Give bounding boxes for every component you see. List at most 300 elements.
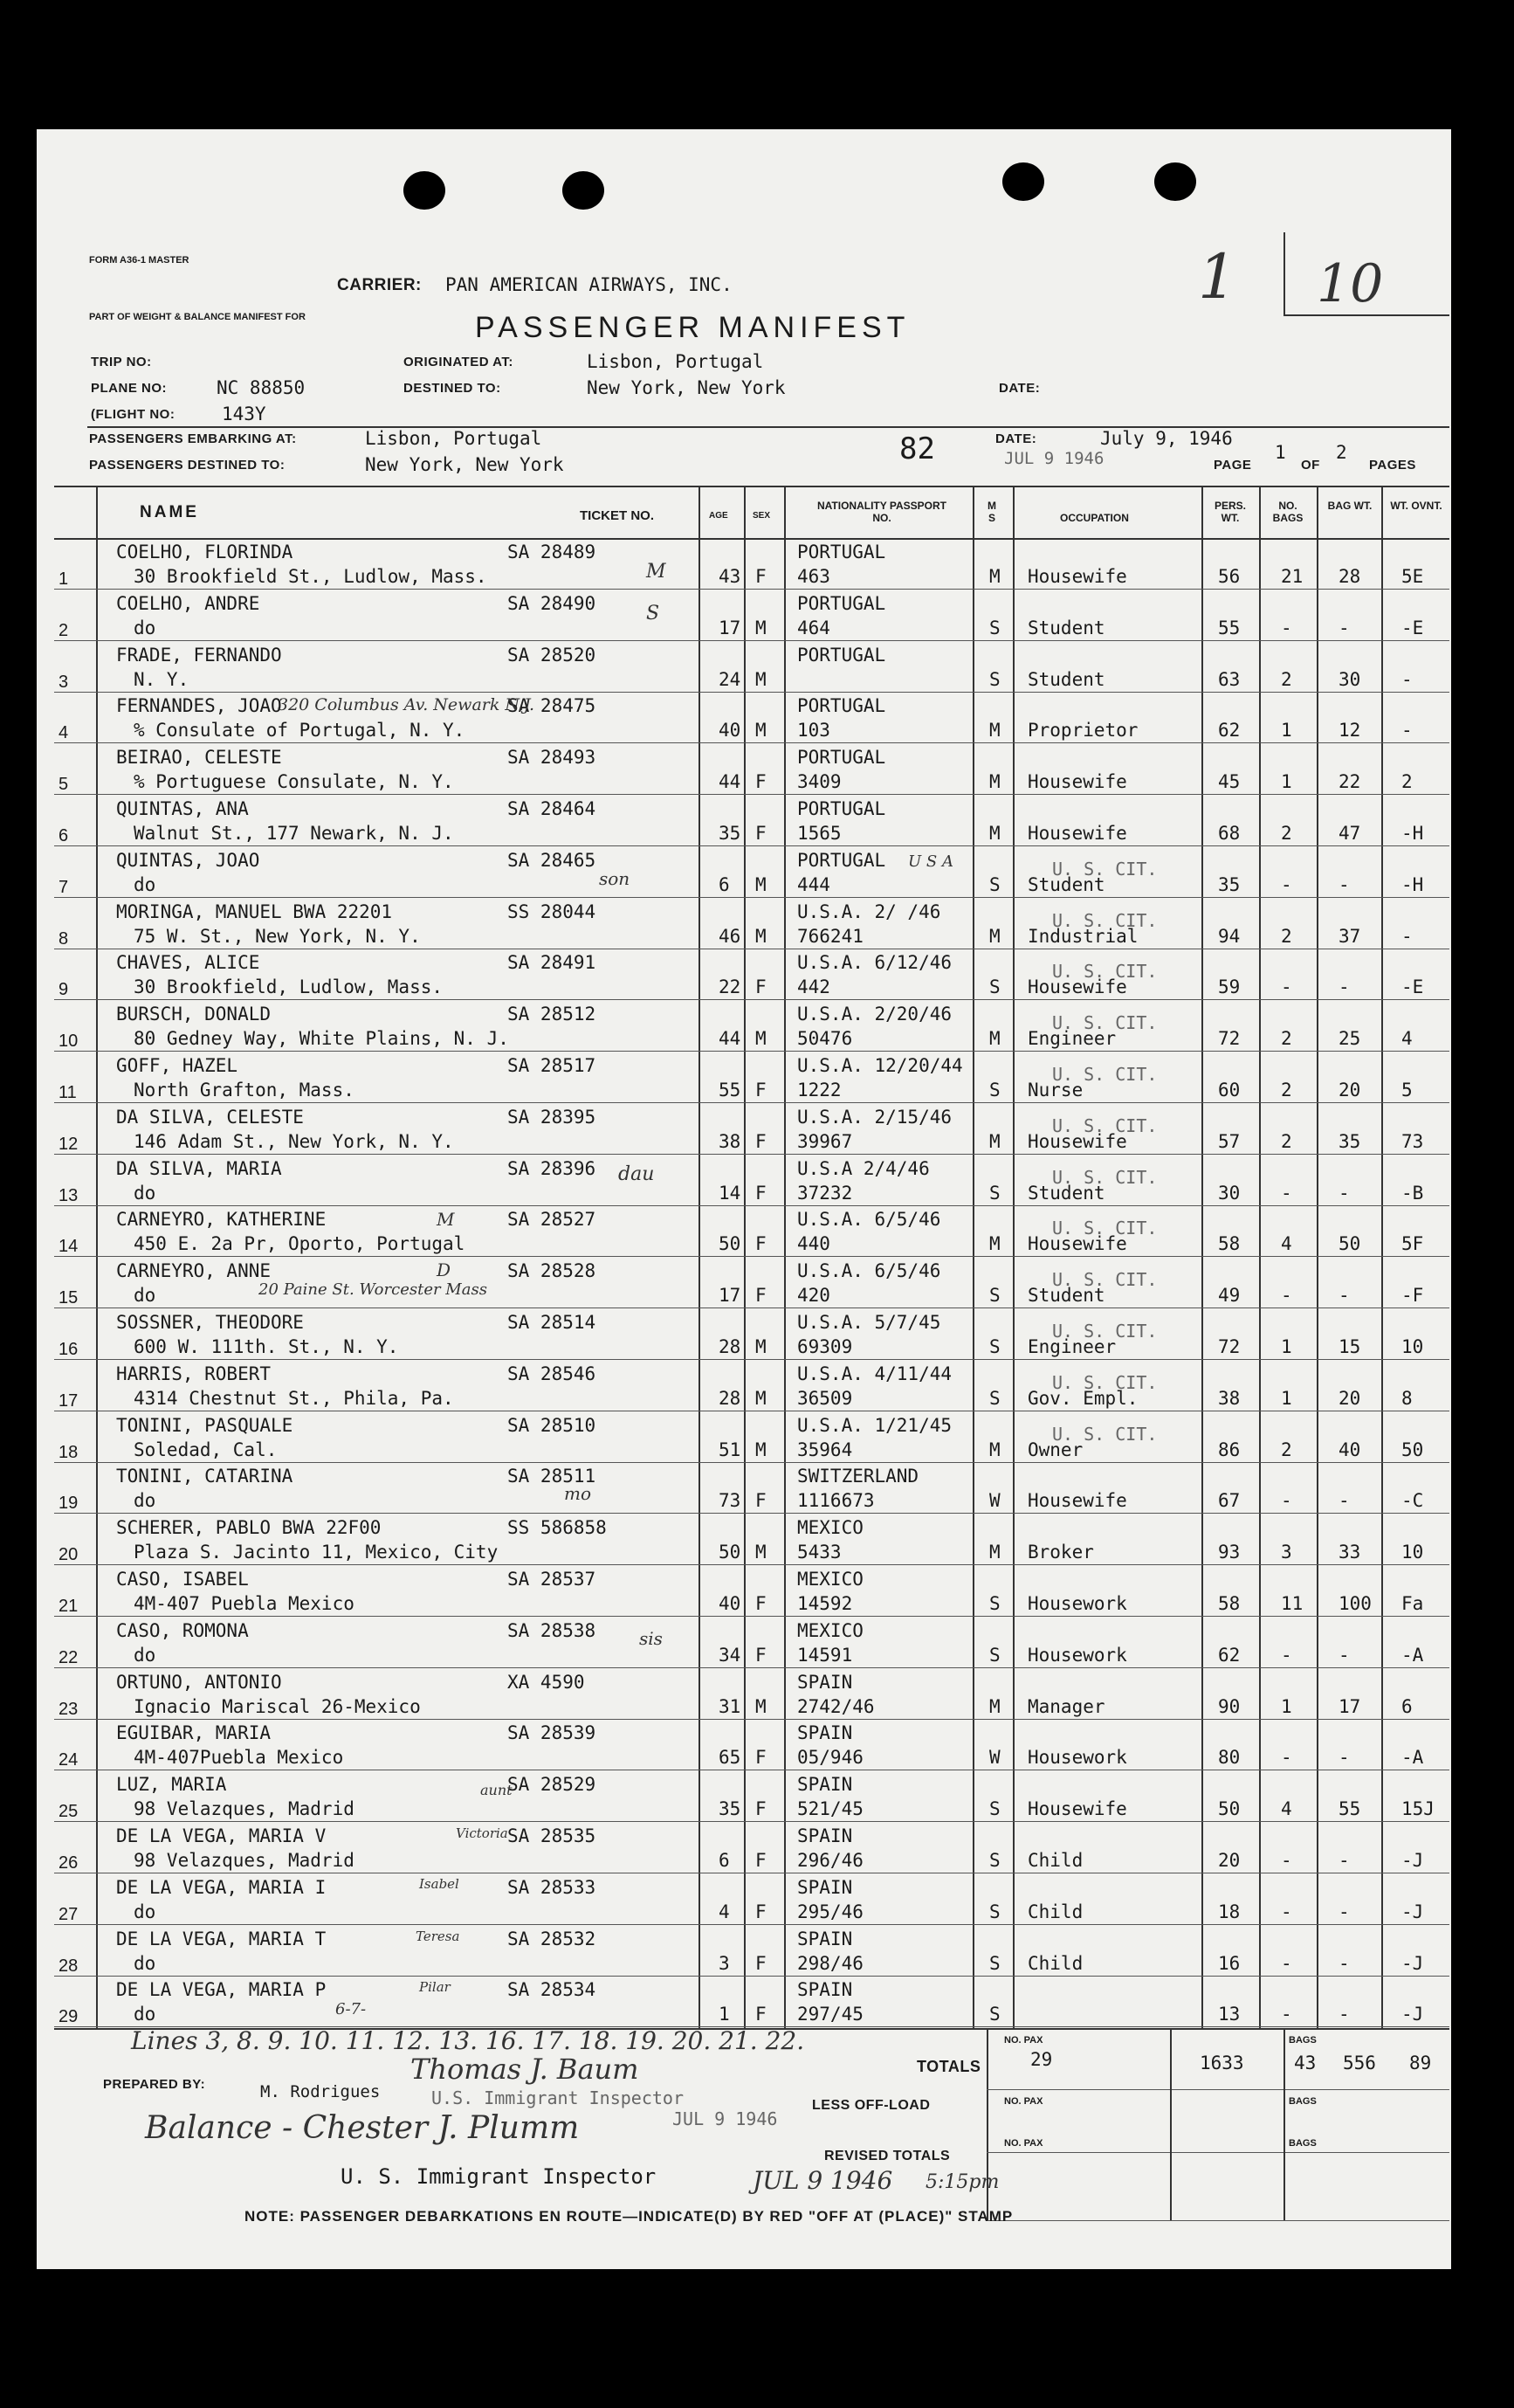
bag-weight: -	[1339, 1747, 1350, 1769]
age: 34	[719, 1644, 741, 1666]
nationality: SPAIN	[797, 1825, 853, 1846]
table-row	[58, 1565, 1445, 1617]
personal-weight: 16	[1218, 1952, 1241, 1974]
passport-number: 297/45	[797, 2004, 864, 2025]
passport-number: 1116673	[797, 1490, 875, 1512]
passport-number: 37232	[797, 1182, 853, 1204]
passenger-name: COELHO, FLORINDA	[116, 542, 293, 562]
originated-value: Lisbon, Portugal	[587, 351, 764, 372]
occupation: Manager	[1028, 1695, 1105, 1717]
passenger-name: DE LA VEGA, MARIA P	[116, 1979, 327, 2001]
passenger-name: DE LA VEGA, MARIA I	[116, 1876, 327, 1898]
line-number: 25	[58, 1802, 79, 1822]
bag-count: 4	[1281, 1798, 1292, 1820]
ticket-number: SA 28514	[507, 1312, 596, 1333]
passport-number: 05/946	[797, 1747, 864, 1769]
inspector-stamp-date: JUL 9 1946	[672, 2108, 778, 2129]
passenger-address: 4M-407 Puebla Mexico	[134, 1593, 354, 1614]
table-row	[58, 1155, 1445, 1206]
inspection-date: JUL 9 1946	[753, 2166, 893, 2195]
personal-weight: 60	[1218, 1080, 1241, 1101]
passenger-name: DE LA VEGA, MARIA T	[116, 1928, 327, 1949]
overnight-weight: -J	[1401, 1901, 1424, 1922]
marital-status: S	[989, 2004, 1001, 2025]
line-number: 26	[58, 1853, 79, 1873]
marital-status: M	[989, 1130, 1001, 1152]
table-row	[58, 1617, 1445, 1668]
occupation: Student	[1028, 617, 1105, 638]
age: 65	[719, 1747, 741, 1769]
sex: F	[755, 1850, 767, 1871]
line-number: 28	[58, 1956, 79, 1976]
line-number: 14	[58, 1237, 79, 1257]
passenger-name: FERNANDES, JOAO	[116, 695, 282, 717]
citizen-stamp: U. S. CIT.	[1052, 858, 1158, 880]
age: 44	[719, 1028, 741, 1050]
marital-status: M	[989, 1542, 1001, 1563]
overnight-weight: 6	[1401, 1695, 1413, 1717]
table-row	[58, 1925, 1445, 1977]
line-number: 8	[58, 928, 69, 949]
personal-weight: 90	[1218, 1695, 1241, 1717]
nationality: SPAIN	[797, 1774, 853, 1796]
passenger-address: do	[134, 1285, 156, 1307]
bag-count: 2	[1281, 823, 1292, 844]
line-number: 27	[58, 1904, 79, 1924]
marital-status: M	[989, 1439, 1001, 1460]
bag-count: 2	[1281, 1028, 1292, 1050]
nationality: MEXICO	[797, 1517, 864, 1539]
annotation-r22: sis	[639, 1628, 663, 1649]
marital-status: S	[989, 1387, 1001, 1409]
marital-status: S	[989, 1336, 1001, 1357]
annotation-r13: dau	[618, 1163, 655, 1185]
annotation-r27: Isabel	[419, 1876, 459, 1892]
ticket-number: SS 586858	[507, 1517, 607, 1539]
annotation-r4: 320 Columbus Av. Newark N.J.	[278, 695, 535, 714]
table-row	[58, 1976, 1445, 2027]
line-number: 7	[58, 877, 69, 897]
annotation-r1: M	[646, 561, 666, 583]
citizen-stamp: U. S. CIT.	[1052, 1166, 1158, 1188]
citizen-stamp: U. S. CIT.	[1052, 909, 1158, 931]
overnight-weight: -H	[1401, 823, 1424, 844]
passport-number: 5433	[797, 1542, 842, 1563]
occupation: Child	[1028, 1850, 1084, 1871]
passport-number: 296/46	[797, 1850, 864, 1871]
personal-weight: 18	[1218, 1901, 1241, 1922]
passenger-name: BURSCH, DONALD	[116, 1004, 272, 1025]
passport-number: 463	[797, 566, 830, 587]
overnight-weight: -J	[1401, 1850, 1424, 1871]
col-header-sex: SEX	[753, 511, 771, 521]
col-header-ovnt: WT. OVNT.	[1390, 500, 1442, 512]
col-header-ms: M S	[988, 500, 996, 524]
personal-weight: 50	[1218, 1798, 1241, 1820]
ticket-number: SA 28464	[507, 798, 596, 819]
bag-weight: 20	[1339, 1080, 1361, 1101]
sex: F	[755, 1901, 767, 1922]
passenger-name: SOSSNER, THEODORE	[116, 1312, 304, 1333]
ticket-number: SA 28491	[507, 952, 596, 974]
punch-hole	[562, 171, 604, 210]
passport-number: 298/46	[797, 1952, 864, 1974]
passenger-name: DA SILVA, MARIA	[116, 1157, 282, 1179]
nationality: U.S.A. 12/20/44	[797, 1055, 963, 1076]
sex: M	[755, 873, 767, 895]
flight-number: 143Y	[222, 404, 266, 424]
occupation: Housewife	[1028, 1490, 1127, 1512]
embarking-value: Lisbon, Portugal	[365, 428, 542, 449]
marital-status: W	[989, 1490, 1001, 1512]
age: 17	[719, 617, 741, 638]
bag-weight: 28	[1339, 566, 1361, 587]
citizen-stamp: U. S. CIT.	[1052, 1269, 1158, 1291]
nationality: MEXICO	[797, 1619, 864, 1641]
off-load-label: LESS OFF-LOAD	[812, 2098, 931, 2113]
occupation: Broker	[1028, 1542, 1094, 1563]
col-header-ticket: TICKET NO.	[580, 508, 654, 523]
balance-note: Balance - Chester J. Plumm	[145, 2110, 580, 2146]
sex: M	[755, 1695, 767, 1717]
overnight-weight: 4	[1401, 1028, 1413, 1050]
passenger-address: 600 W. 111th. St., N. Y.	[134, 1336, 399, 1357]
passenger-count: 82	[899, 431, 935, 466]
table-row	[58, 1462, 1445, 1514]
inspection-time: 5:15pm	[926, 2171, 1000, 2193]
occupation: Nurse	[1028, 1080, 1084, 1101]
line-number: 5	[58, 775, 69, 795]
bag-count: 11	[1281, 1593, 1304, 1614]
overnight-weight: 15J	[1401, 1798, 1435, 1820]
passport-number: 14591	[797, 1644, 853, 1666]
passenger-address: % Portuguese Consulate, N. Y.	[134, 771, 454, 793]
bag-weight: 40	[1339, 1439, 1361, 1460]
bag-count: -	[1281, 1182, 1292, 1204]
overnight-weight: 8	[1401, 1387, 1413, 1409]
ticket-number: SA 28532	[507, 1928, 596, 1949]
occupation: Housewife	[1028, 976, 1127, 998]
npax-label: NO. PAX	[1004, 2035, 1043, 2046]
personal-weight: 57	[1218, 1130, 1241, 1152]
nationality: U.S.A. 6/5/46	[797, 1209, 941, 1231]
nationality: PORTUGAL	[797, 542, 886, 562]
col-header-age: AGE	[709, 511, 728, 521]
nationality: SPAIN	[797, 1979, 853, 2001]
passenger-address: 450 E. 2a Pr, Oporto, Portugal	[134, 1233, 465, 1255]
marital-status: S	[989, 668, 1001, 690]
date-label: DATE:	[999, 381, 1041, 396]
bag-count: 2	[1281, 1130, 1292, 1152]
ticket-number: SA 28538	[507, 1619, 596, 1641]
passenger-name: COELHO, ANDRE	[116, 592, 260, 614]
marital-status: S	[989, 1080, 1001, 1101]
ticket-number: SA 28520	[507, 644, 596, 666]
line-number: 22	[58, 1647, 79, 1667]
inspector-signature: Thomas J. Baum	[410, 2053, 639, 2086]
table-row	[58, 1668, 1445, 1720]
age: 22	[719, 976, 741, 998]
personal-weight: 62	[1218, 1644, 1241, 1666]
overnight-weight: -B	[1401, 1182, 1424, 1204]
age: 4	[719, 1901, 730, 1922]
citizen-stamp: U. S. CIT.	[1052, 1423, 1158, 1445]
passenger-address: North Grafton, Mass.	[134, 1080, 354, 1101]
bag-weight: -	[1339, 1182, 1350, 1204]
table-row	[58, 1514, 1445, 1565]
sex: M	[755, 1336, 767, 1357]
ticket-number: SA 28546	[507, 1363, 596, 1384]
marital-status: S	[989, 1850, 1001, 1871]
line-number: 19	[58, 1494, 79, 1514]
occupation: Student	[1028, 873, 1105, 895]
sex: F	[755, 1593, 767, 1614]
passenger-address: do	[134, 1490, 156, 1512]
pdest-value: New York, New York	[365, 454, 564, 475]
bag-weight: 47	[1339, 823, 1361, 844]
line-number: 24	[58, 1750, 79, 1770]
personal-weight: 67	[1218, 1490, 1241, 1512]
nationality: SPAIN	[797, 1876, 853, 1898]
marital-status: M	[989, 1695, 1001, 1717]
overnight-weight: -H	[1401, 873, 1424, 895]
ovnt-total: 89	[1409, 2053, 1432, 2073]
nationality: PORTUGAL	[797, 849, 886, 871]
passenger-name: TONINI, PASQUALE	[116, 1414, 293, 1436]
age: 40	[719, 1593, 741, 1614]
totals-col	[1283, 2028, 1285, 2220]
occupation: Housewife	[1028, 771, 1127, 793]
nationality: U.S.A. 4/11/44	[797, 1363, 953, 1384]
line-number: 13	[58, 1185, 79, 1205]
pages-label: PAGES	[1369, 458, 1416, 473]
plane-number: NC 88850	[217, 377, 306, 398]
carrier-name: PAN AMERICAN AIRWAYS, INC.	[445, 274, 733, 295]
bags-label: BAGS	[1289, 2035, 1317, 2046]
passenger-name: EGUIBAR, MARIA	[116, 1722, 272, 1744]
overnight-weight: -E	[1401, 976, 1424, 998]
nationality: U.S.A. 6/5/46	[797, 1260, 941, 1282]
passport-number: 1565	[797, 823, 842, 844]
prepared-label: PREPARED BY:	[103, 2077, 206, 2092]
citizen-stamp: U. S. CIT.	[1052, 961, 1158, 983]
passport-number: 39967	[797, 1130, 853, 1152]
passenger-address: 98 Velazques, Madrid	[134, 1850, 354, 1871]
passenger-name: QUINTAS, JOAO	[116, 849, 260, 871]
npax-label-2: NO. PAX	[1004, 2096, 1043, 2107]
plane-label: PLANE NO:	[91, 381, 167, 396]
bag-count: 1	[1281, 1336, 1292, 1357]
overnight-weight: 73	[1401, 1130, 1424, 1152]
occupation: Child	[1028, 1901, 1084, 1922]
lines-note: Lines 3, 8. 9. 10. 11. 12. 13. 16. 17. 18. 19. 20. 21. 22.	[131, 2026, 805, 2055]
nationality: U.S.A. 1/21/45	[797, 1414, 953, 1436]
age: 6	[719, 873, 730, 895]
personal-weight: 63	[1218, 668, 1241, 690]
marital-status: W	[989, 1747, 1001, 1769]
line-number: 16	[58, 1340, 79, 1359]
passenger-name: HARRIS, ROBERT	[116, 1363, 272, 1384]
table-row	[58, 538, 1445, 590]
occupation: Student	[1028, 1182, 1105, 1204]
line-number: 15	[58, 1288, 79, 1308]
annotation-r26: Victoria	[456, 1825, 508, 1841]
annotation-r28: Teresa	[416, 1928, 460, 1944]
age: 50	[719, 1542, 741, 1563]
ticket-number: SA 28512	[507, 1004, 596, 1025]
bag-count: 1	[1281, 720, 1292, 742]
occupation: Proprietor	[1028, 720, 1139, 742]
line-number: 3	[58, 672, 69, 692]
bag-count: 21	[1281, 566, 1304, 587]
sex: F	[755, 1644, 767, 1666]
nationality: SWITZERLAND	[797, 1466, 919, 1487]
col-header-nationality: NATIONALITY PASSPORT NO.	[816, 500, 946, 524]
bag-weight: 33	[1339, 1542, 1361, 1563]
bag-weight: -	[1339, 873, 1350, 895]
passport-number: 69309	[797, 1336, 853, 1357]
passport-number: 103	[797, 720, 830, 742]
age: 3	[719, 1952, 730, 1974]
table-row	[58, 1411, 1445, 1463]
ticket-number: SA 28528	[507, 1260, 596, 1282]
table-row	[58, 1103, 1445, 1155]
annotation-r14: M	[437, 1209, 455, 1230]
age: 73	[719, 1490, 741, 1512]
citizen-stamp: U. S. CIT.	[1052, 1064, 1158, 1085]
bag-weight: 25	[1339, 1028, 1361, 1050]
bag-weight: -	[1339, 1285, 1350, 1307]
bag-count: -	[1281, 1490, 1292, 1512]
passenger-name: LUZ, MARIA	[116, 1774, 227, 1796]
citizen-stamp: U. S. CIT.	[1052, 1321, 1158, 1342]
inspector-stamp: U.S. Immigrant Inspector	[431, 2087, 684, 2108]
sex: M	[755, 1439, 767, 1460]
passenger-name: SCHERER, PABLO BWA 22F00	[116, 1517, 382, 1539]
table-row	[58, 949, 1445, 1000]
ticket-number: SA 28475	[507, 695, 596, 717]
nationality: PORTUGAL	[797, 747, 886, 769]
citizen-stamp: U. S. CIT.	[1052, 1012, 1158, 1034]
bag-weight: -	[1339, 2004, 1350, 2025]
col-header-bag-wt: BAG WT.	[1327, 500, 1373, 512]
page-title: PASSENGER MANIFEST	[475, 311, 911, 344]
passenger-name: CARNEYRO, ANNE	[116, 1260, 272, 1282]
totals-rule	[987, 2152, 1449, 2153]
age: 28	[719, 1387, 741, 1409]
age: 43	[719, 566, 741, 587]
bag-count: -	[1281, 1747, 1292, 1769]
passenger-name: CHAVES, ALICE	[116, 952, 260, 974]
revised-totals-label: REVISED TOTALS	[824, 2149, 951, 2163]
marital-status: M	[989, 1028, 1001, 1050]
overnight-weight: -E	[1401, 617, 1424, 638]
passport-number: 36509	[797, 1387, 853, 1409]
sex: F	[755, 1080, 767, 1101]
occupation: Housewife	[1028, 1130, 1127, 1152]
passenger-address: do	[134, 2004, 156, 2025]
age: 1	[719, 2004, 730, 2025]
bag-weight: -	[1339, 976, 1350, 998]
table-row	[58, 1000, 1445, 1052]
marital-status: S	[989, 1952, 1001, 1974]
bag-weight: -	[1339, 1850, 1350, 1871]
passenger-address: 98 Velazques, Madrid	[134, 1798, 354, 1820]
bag-count: -	[1281, 617, 1292, 638]
table-row	[58, 898, 1445, 949]
nationality: U.S.A. 2/ /46	[797, 900, 941, 922]
bag-count: -	[1281, 1952, 1292, 1974]
marital-status: M	[989, 1233, 1001, 1255]
overnight-weight: 10	[1401, 1336, 1424, 1357]
bag-weight: 100	[1339, 1593, 1372, 1614]
age: 38	[719, 1130, 741, 1152]
bag-count: 1	[1281, 771, 1292, 793]
marital-status: M	[989, 823, 1001, 844]
sex: F	[755, 1233, 767, 1255]
nationality: U.S.A. 2/20/46	[797, 1004, 953, 1025]
sex: M	[755, 925, 767, 947]
line-number: 6	[58, 826, 69, 845]
col-header-bags: NO. BAGS	[1272, 500, 1304, 524]
line-number: 4	[58, 723, 69, 743]
bag-weight: 17	[1339, 1695, 1361, 1717]
bag-weight: -	[1339, 1952, 1350, 1974]
table-row	[58, 1719, 1445, 1770]
personal-weight: 86	[1218, 1439, 1241, 1460]
occupation: Housewife	[1028, 566, 1127, 587]
ticket-number: SA 28534	[507, 1979, 596, 2001]
passenger-address: 80 Gedney Way, White Plains, N. J.	[134, 1028, 509, 1050]
ticket-number: SA 28535	[507, 1825, 596, 1846]
marital-status: S	[989, 1901, 1001, 1922]
line-number: 23	[58, 1699, 79, 1719]
line-number: 12	[58, 1134, 79, 1154]
bag-count: -	[1281, 873, 1292, 895]
overnight-weight: -F	[1401, 1285, 1424, 1307]
sex: F	[755, 823, 767, 844]
bag-weight: 15	[1339, 1336, 1361, 1357]
marital-status: S	[989, 617, 1001, 638]
ticket-number: SA 28539	[507, 1722, 596, 1744]
overnight-weight: 10	[1401, 1542, 1424, 1563]
overnight-weight: 5E	[1401, 566, 1424, 587]
punch-hole	[1002, 162, 1044, 201]
passenger-address: 4M-407Puebla Mexico	[134, 1747, 344, 1769]
marital-status: S	[989, 1644, 1001, 1666]
marital-status: S	[989, 873, 1001, 895]
line-number: 29	[58, 2007, 79, 2027]
passenger-name: CARNEYRO, KATHERINE	[116, 1209, 327, 1231]
table-row	[58, 641, 1445, 693]
age: 24	[719, 668, 741, 690]
passport-number: 464	[797, 617, 830, 638]
bag-weight: 55	[1339, 1798, 1361, 1820]
annotation-r15: 20 Paine St. Worcester Mass	[258, 1280, 487, 1299]
personal-weight: 93	[1218, 1542, 1241, 1563]
ticket-number: SA 28517	[507, 1055, 596, 1076]
bag-count: 1	[1281, 1387, 1292, 1409]
bag-count: 2	[1281, 1439, 1292, 1460]
age: 55	[719, 1080, 741, 1101]
passport-number: 444	[797, 873, 830, 895]
personal-weight: 58	[1218, 1233, 1241, 1255]
line-number: 21	[58, 1597, 79, 1616]
line-number: 2	[58, 620, 69, 640]
overnight-weight: 2	[1401, 771, 1413, 793]
line-number: 17	[58, 1390, 79, 1411]
sex: M	[755, 668, 767, 690]
